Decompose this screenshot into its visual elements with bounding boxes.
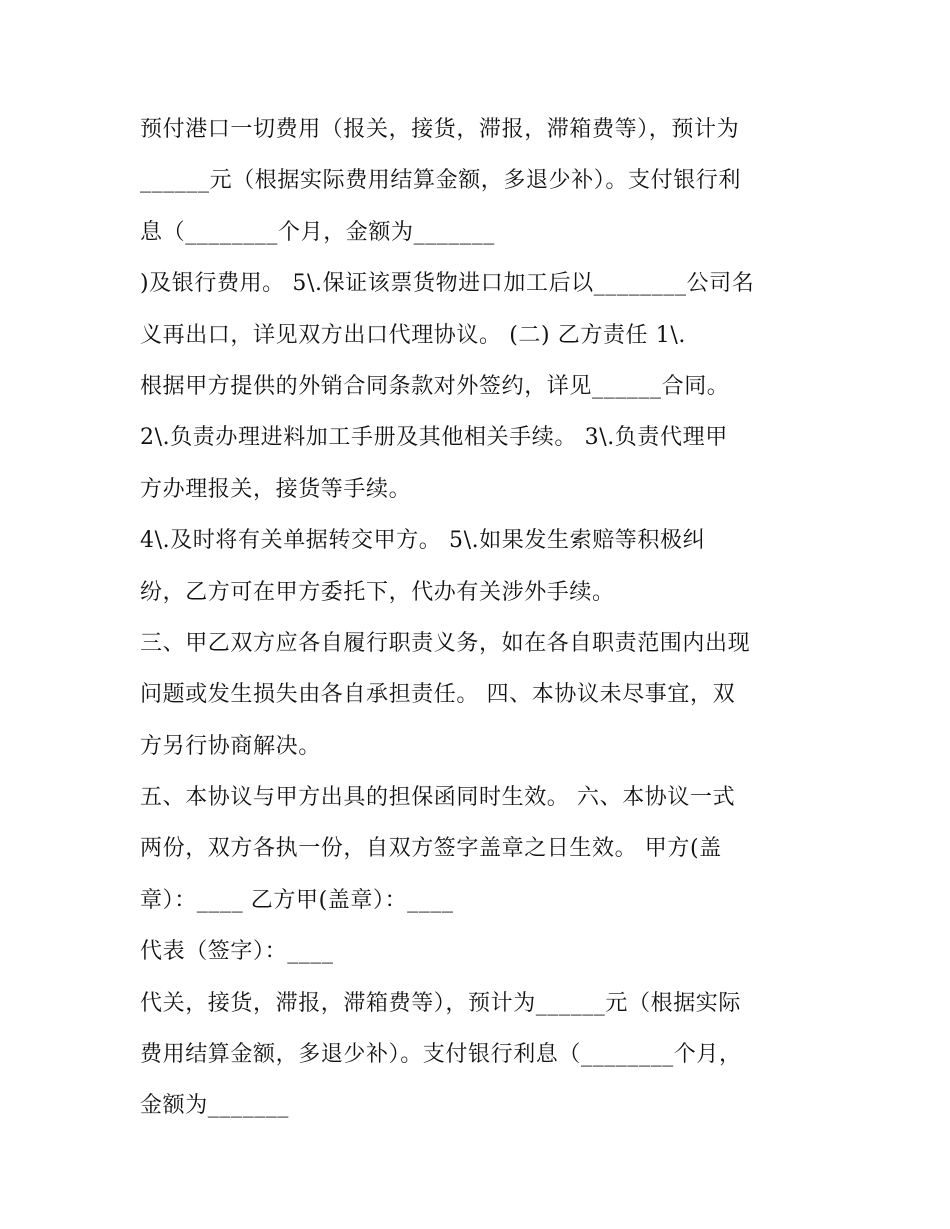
text-line: 问题或发生损失由各自承担责任。 四、本协议未尽事宜，双 xyxy=(140,682,736,708)
text-line: 章）：____ 乙方甲(盖章）：____ xyxy=(140,887,454,913)
text-line: 五、本协议与甲方出具的担保函同时生效。 六、本协议一式 xyxy=(140,785,736,811)
text-line: )及银行费用。 5\.保证该票货物进口加工后以________公司名 xyxy=(140,271,755,297)
text-line: 三、甲乙双方应各自履行职责义务，如在各自职责范围内出现 xyxy=(140,630,751,656)
text-line: 义再出口，详见双方出口代理协议。 (二) 乙方责任 1\. xyxy=(140,322,686,348)
text-line: 纷，乙方可在甲方委托下，代办有关涉外手续。 xyxy=(140,579,615,605)
text-line: ______元（根据实际费用结算金额，多退少补）。支付银行利 xyxy=(140,168,742,194)
text-line: 2\.负责办理进料加工手册及其他相关手续。 3\.负责代理甲 xyxy=(140,425,728,451)
text-line: 息（________个月，金额为_______ xyxy=(140,219,495,245)
document-body xyxy=(140,110,820,1138)
text-line: 根据甲方提供的外销合同条款对外签约，详见______合同。 xyxy=(140,373,730,399)
text-line: 代关，接货，滞报，滞箱费等），预计为______元（根据实际 xyxy=(140,990,742,1016)
text-line: 方办理报关，接货等手续。 xyxy=(140,476,412,502)
text-line: 方另行协商解决。 xyxy=(140,733,321,759)
text-line: 费用结算金额，多退少补）。支付银行利息（________个月， xyxy=(140,1042,742,1068)
text-line: 金额为_______ xyxy=(140,1093,290,1119)
text-line: 两份，双方各执一份，自双方签字盖章之日生效。 甲方(盖 xyxy=(140,836,722,862)
text-line: 预付港口一切费用（报关，接货，滞报，滞箱费等），预计为 xyxy=(140,117,740,142)
text-line: 4\.及时将有关单据转交甲方。 5\.如果发生索赔等积极纠 xyxy=(140,528,706,554)
text-line: 代表（签字）：____ xyxy=(140,939,334,965)
